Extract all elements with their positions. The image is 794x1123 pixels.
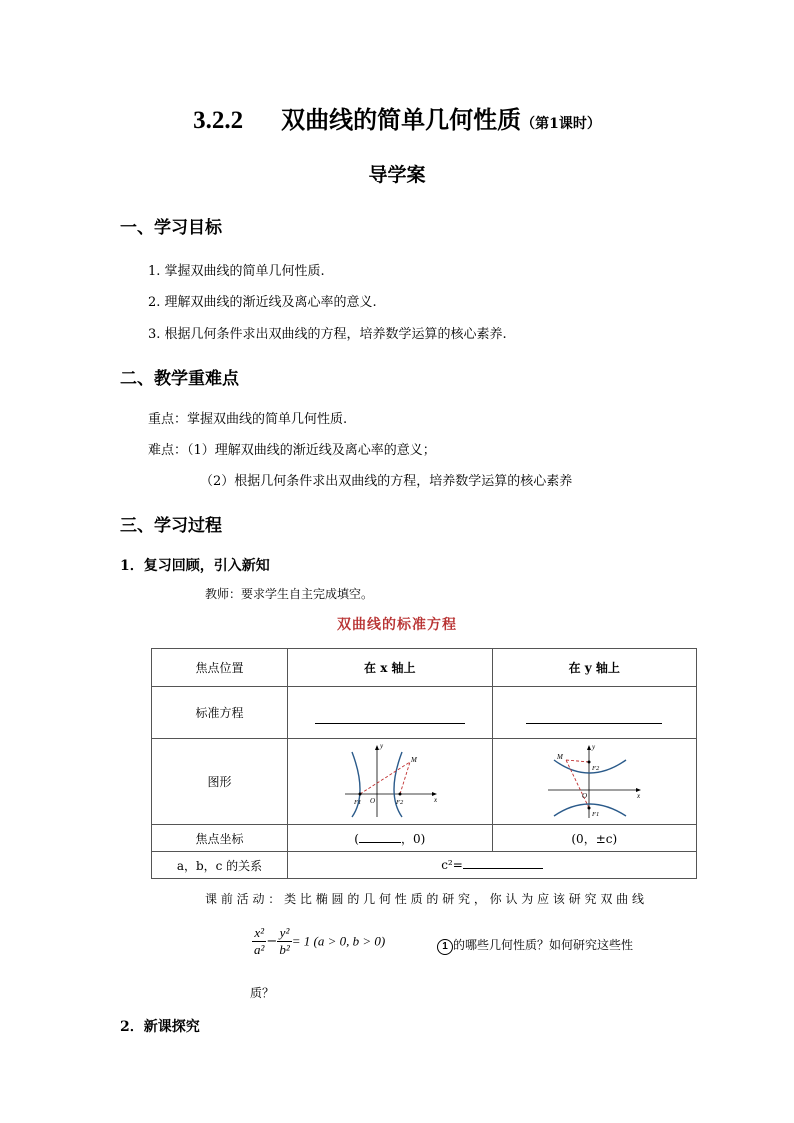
activity-line-2: 的哪些几何性质？如何研究这些性 <box>453 938 634 952</box>
eq-denominator-2: b² <box>279 942 290 957</box>
objective-item: 2. 理解双曲线的渐近线及离心率的意义. <box>148 295 377 310</box>
origin-label: O <box>369 796 375 805</box>
y-axis-label: y <box>592 743 596 751</box>
activity-line-1: 课 前 活 动 ： 类 比 椭 圆 的 几 何 性 质 的 研 究 ， 你 认 为 应 该 研 究 双 曲 线 <box>205 892 644 906</box>
table-row <box>152 739 697 825</box>
eq-rest: = 1 (a > 0, b > 0) <box>291 933 386 949</box>
doc-type: 导学案 <box>368 164 426 186</box>
table-row <box>152 687 697 739</box>
table-header-cell: 在 x 轴上 <box>288 649 493 687</box>
hyperbola-y-graph <box>544 744 644 820</box>
row-label-foci: 焦点坐标 <box>152 825 288 852</box>
section-number: 3.2.2 <box>193 107 244 134</box>
eq-numerator-2: y² <box>277 925 291 942</box>
point-m-label: M <box>410 755 417 764</box>
hyperbola-x-graph <box>340 744 440 820</box>
table-header-cell: 在 y 轴上 <box>492 649 696 687</box>
hyperbola-table <box>151 648 697 879</box>
objective-item: 3. 根据几何条件求出双曲线的方程，培养数学运算的核心素养. <box>148 327 507 342</box>
section-heading-process: 三、学习过程 <box>120 516 222 536</box>
f2-label: F2 <box>592 764 600 772</box>
subsection-new-lesson: 2．新课探究 <box>120 1019 200 1035</box>
title-note: （第1课时） <box>521 116 601 132</box>
difficult-point-2: （2）根据几何条件求出双曲线的方程，培养数学运算的核心素养 <box>200 474 573 489</box>
title-text: 双曲线的简单几何性质 <box>281 105 522 134</box>
row-label-equation: 标准方程 <box>152 687 288 739</box>
subsection-review: 1．复习回顾，引入新知 <box>120 558 270 574</box>
eq-denominator-1: a² <box>254 942 265 957</box>
eq-numerator-1: x² <box>252 925 266 942</box>
point-m-label: M <box>557 752 564 761</box>
f1-label: F1 <box>592 810 600 818</box>
graph-cell-x <box>288 739 493 825</box>
x-axis-label: x <box>433 795 437 804</box>
foci-x-close: ，0) <box>400 831 426 846</box>
relation-cell[interactable] <box>288 852 697 879</box>
key-point: 重点：掌握双曲线的简单几何性质. <box>148 412 348 427</box>
row-label-graph: 图形 <box>152 739 288 825</box>
row-label-relation: a，b，c 的关系 <box>152 852 288 879</box>
relation-text: c²= <box>441 858 463 872</box>
foci-y-cell: (0，±c) <box>492 825 696 852</box>
section-heading-keypoints: 二、教学重难点 <box>120 369 239 389</box>
table-row <box>152 825 697 852</box>
teacher-note: 教师：要求学生自主完成填空。 <box>205 587 374 601</box>
table-row <box>152 649 697 687</box>
graph-cell-y <box>492 739 696 825</box>
equation-blank-y[interactable] <box>492 687 696 739</box>
origin-label: O <box>582 791 588 800</box>
table-row <box>152 852 697 879</box>
difficult-point-1: 难点：（1）理解双曲线的渐近线及离心率的意义； <box>148 443 436 458</box>
foci-x-cell[interactable] <box>288 825 493 852</box>
table-caption: 双曲线的标准方程 <box>337 617 457 633</box>
objective-item: 1. 掌握双曲线的简单几何性质. <box>148 264 325 279</box>
circled-number-icon: 1 <box>437 939 453 955</box>
activity-line-3: 质？ <box>250 986 275 1000</box>
table-header-cell: 焦点位置 <box>152 649 288 687</box>
document-title <box>0 100 794 135</box>
section-heading-objectives: 一、学习目标 <box>120 218 222 238</box>
y-axis-label: y <box>379 743 383 750</box>
equation-blank-x[interactable] <box>288 687 493 739</box>
x-axis-label: x <box>637 791 641 800</box>
f1-label: F1 <box>353 798 362 806</box>
foci-x-open: ( <box>354 831 359 846</box>
activity-line-2-wrap <box>437 936 633 955</box>
hyperbola-equation: $\frac{\text{x²}}{\text{a²}}$ − $\frac{\text{y²}}{\text{b²}}$ = 1 (a > 0, b > 0) <box>254 925 386 957</box>
f2-label: F2 <box>395 798 404 806</box>
